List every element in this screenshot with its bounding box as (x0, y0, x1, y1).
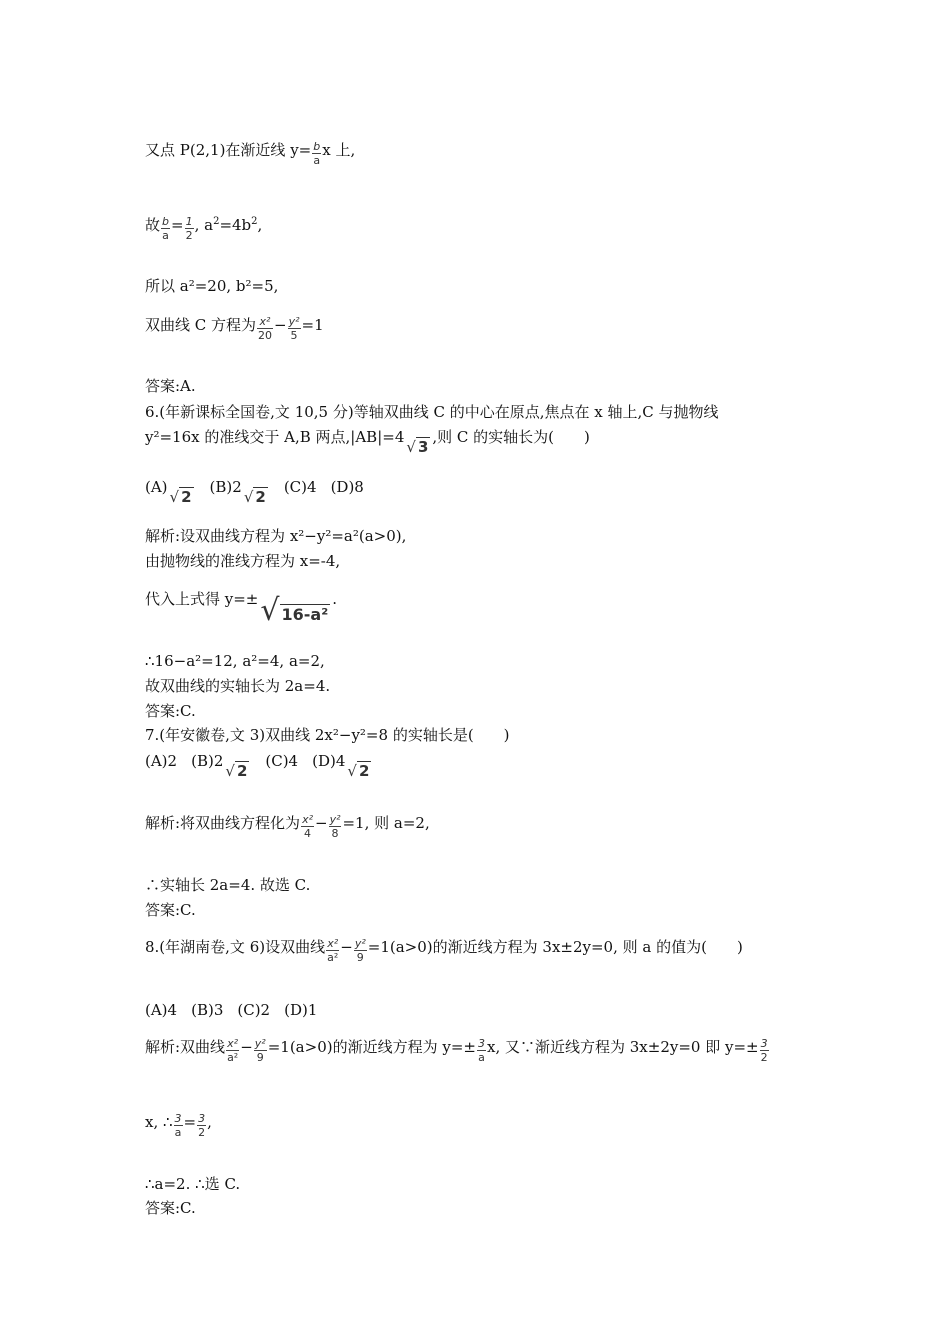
option-d: (D)4√ 2 (312, 752, 370, 780)
text-line: 解析:设双曲线方程为 x²−y²=a²(a>0), (145, 527, 407, 545)
fraction-b-over-a: $\frac{b}{a}$ (313, 140, 321, 167)
option-c: (C)4 (283, 478, 317, 496)
options-row (145, 1000, 331, 1020)
text-line: 7.(年安徽卷,文 3)双曲线 2x²−y²=8 的实轴长是( ) (145, 726, 510, 744)
text-line: 答案:A. (145, 377, 196, 395)
option-c: (C)4 (265, 752, 299, 770)
sqrt-2: √ 2 (347, 762, 370, 780)
option-c: (C)2 (237, 1001, 271, 1019)
option-a: (A)2 (145, 752, 178, 770)
sqrt-2: √ 2 (225, 762, 248, 780)
sqrt-16-minus-a2: √ 16-a² (260, 593, 329, 628)
fraction-3-over-2: $\frac{3}{2}$ (198, 1112, 206, 1139)
text-line: 故 $\frac{b}{a}$ = $\frac{1}{2}$ , $a^2=4b^2$, (145, 215, 263, 242)
fraction-x2-over-20: $\frac{\text{x²}}{20}$ (258, 315, 273, 342)
option-b: (B)2√ 2 (191, 752, 248, 780)
fraction-x2-over-a2: $\frac{\text{x²}}{\text{a²}}$ (327, 937, 339, 964)
text-line: ∴16−a²=12, a²=4, a=2, (145, 652, 325, 670)
sqrt-3: √ 3 (406, 438, 429, 456)
text-line: y²=16x 的准线交于 A,B 两点,|AB|=4√ 3,则 C 的实轴长为( ) (145, 428, 590, 456)
fraction-y2-over-8: $\frac{\text{y²}}{8}$ (329, 813, 341, 840)
text-line: 答案:C. (145, 901, 196, 919)
text-line: 故双曲线的实轴长为 2a=4. (145, 677, 331, 695)
fraction-3-over-a: $\frac{3}{a}$ (477, 1037, 485, 1064)
option-a: (A)4 (145, 1001, 178, 1019)
fraction-3-over-a: $\frac{3}{a}$ (174, 1112, 182, 1139)
text-line: ∴a=2. ∴选 C. (145, 1175, 241, 1193)
option-b: (B)2√ 2 (209, 478, 266, 506)
fraction-3-over-2: $\frac{3}{2}$ (760, 1037, 768, 1064)
text-line: 解析:将双曲线方程化为 $\frac{\text{x²}}{4}$ − $\frac{\text{y²}}{8}$ =1, 则 a=2, (145, 813, 430, 840)
text-line: 双曲线 C 方程为 $\frac{\text{x²}}{20}$ − $\frac{\text{y²}}{5}$ =1 (145, 315, 324, 342)
text-line: 答案:C. (145, 1199, 196, 1217)
sqrt-2: √ 2 (243, 488, 266, 506)
text-line: 答案:C. (145, 702, 196, 720)
sqrt-2: √ 2 (169, 488, 192, 506)
text-line: ∴实轴长 2a=4. 故选 C. (145, 876, 311, 894)
fraction-1-over-2: $\frac{1}{2}$ (185, 215, 193, 242)
text-line: 6.(年新课标全国卷,文 10,5 分)等轴双曲线 C 的中心在原点,焦点在 x 轴上,C 与抛物线 (145, 403, 719, 421)
option-b: (B)3 (191, 1001, 224, 1019)
text-line: 代入上式得 y=±√ 16-a². (145, 590, 338, 628)
fraction-x2-over-4: $\frac{\text{x²}}{4}$ (302, 813, 313, 840)
text-line: 所以 a²=20, b²=5, (145, 277, 279, 295)
text-line: 又点 P(2,1)在渐近线 y= $\frac{b}{a}$ x 上, (145, 140, 356, 167)
fraction-y2-over-9: $\frac{\text{y²}}{9}$ (254, 1037, 266, 1064)
text-line: 8.(年湖南卷,文 6)设双曲线 $\frac{\text{x²}}{\text{a²}}$ − $\frac{\text{y²}}{9}$ =1(a>0)的渐近线方程为 3x±2y=0, 则 a 的值为( ) (145, 937, 743, 964)
option-a: (A)√ 2 (145, 478, 192, 506)
fraction-y2-over-5: $\frac{\text{y²}}{5}$ (288, 315, 300, 342)
options-row (145, 751, 387, 781)
option-d: (D)1 (284, 1001, 318, 1019)
fraction-b-over-a: $\frac{b}{a}$ (162, 215, 169, 242)
fraction-x2-over-a2: $\frac{\text{x²}}{\text{a²}}$ (227, 1037, 239, 1064)
option-d: (D)8 (330, 478, 364, 496)
text-line: x, ∴ $\frac{3}{a}$ = $\frac{3}{2}$ , (145, 1112, 212, 1139)
text-line: 由抛物线的准线方程为 x=-4, (145, 552, 341, 570)
fraction-y2-over-9: $\frac{\text{y²}}{9}$ (354, 937, 366, 964)
options-row (145, 477, 378, 507)
text-line: 解析:双曲线 $\frac{\text{x²}}{\text{a²}}$ − $\frac{\text{y²}}{9}$ =1(a>0)的渐近线方程为 y=± $\frac{3}{a}$ x, 又∵渐近线方程为 3x±2y=0 即 y=± $\frac{3}{2}$ (145, 1037, 768, 1064)
